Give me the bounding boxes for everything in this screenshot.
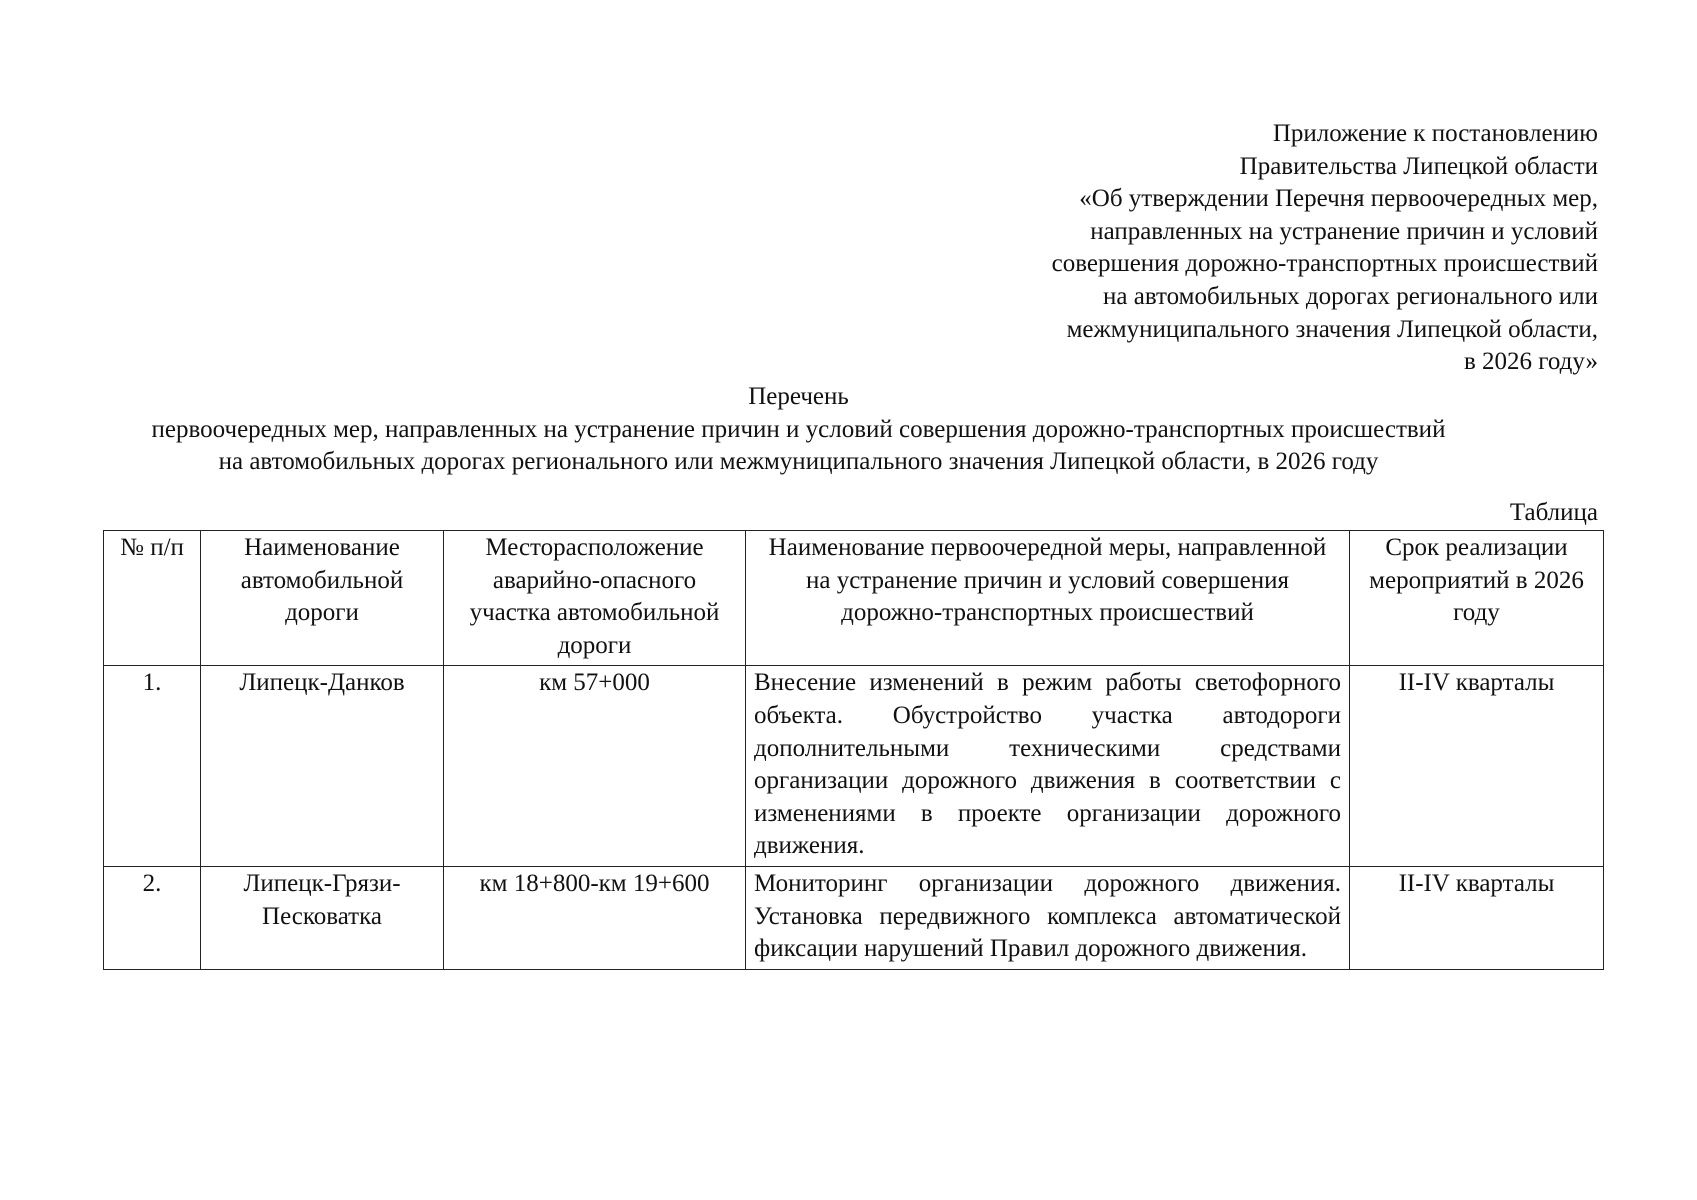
cell-term: II-IV кварталы	[1350, 866, 1604, 969]
title-line: первоочередных мер, направленных на устранение причин и условий совершения дорожно-транспортных происшествий	[151, 415, 1446, 443]
appendix-line: межмуниципального значения Липецкой области,	[1066, 315, 1598, 343]
cell-location: км 18+800-км 19+600	[444, 866, 746, 969]
appendix-line: Приложение к постановлению	[1272, 120, 1598, 147]
table-row	[104, 866, 1604, 969]
cell-road-name: Липецк-Данков	[201, 666, 444, 867]
appendix-line: на автомобильных дорогах регионального или	[1103, 282, 1598, 310]
cell-road-name: Липецк-Грязи-Песковатка	[201, 866, 444, 969]
header-measure: Наименование первоочередной меры, направленной на устранение причин и условий совершения дорожно-транспортных происшествий	[746, 531, 1350, 666]
table-row	[104, 666, 1604, 867]
appendix-line: совершения дорожно-транспортных происшествий	[1051, 250, 1598, 278]
header-number: № п/п	[104, 531, 201, 666]
header-location: Месторасположение аварийно-опасного участка автомобильной дороги	[444, 531, 746, 666]
cell-measure: Внесение изменений в режим работы светофорного объекта. Обустройство участка автодороги дополнительными техническими средствами организации дорожного движения в соответствии с изменениями в проекте организации дорожного движения.	[746, 666, 1350, 867]
cell-measure: Мониторинг организации дорожного движения. Установка передвижного комплекса автоматической фиксации нарушений Правил дорожного движения.	[746, 866, 1350, 969]
cell-location: км 57+000	[444, 666, 746, 867]
table-label: Таблица	[1509, 499, 1598, 526]
table-header-row	[104, 531, 1604, 666]
document-title	[60, 381, 1537, 479]
appendix-line: «Об утверждении Перечня первоочередных мер,	[1079, 185, 1598, 213]
header-term: Срок реализации мероприятий в 2026 году	[1350, 531, 1604, 666]
appendix-line: Правительства Липецкой области	[1239, 152, 1598, 180]
appendix-line: направленных на устранение причин и условий	[1090, 217, 1598, 245]
title-heading: Перечень	[748, 383, 849, 410]
appendix-block	[698, 118, 1598, 379]
appendix-line: в 2026 году»	[1463, 348, 1598, 376]
title-line: на автомобильных дорогах регионального или межмуниципального значения Липецкой области, в 2026 году	[218, 448, 1379, 476]
cell-term: II-IV кварталы	[1350, 666, 1604, 867]
cell-number: 2.	[104, 866, 201, 969]
cell-number: 1.	[104, 666, 201, 867]
header-road-name: Наименование автомобильной дороги	[201, 531, 444, 666]
measures-table	[103, 530, 1604, 970]
